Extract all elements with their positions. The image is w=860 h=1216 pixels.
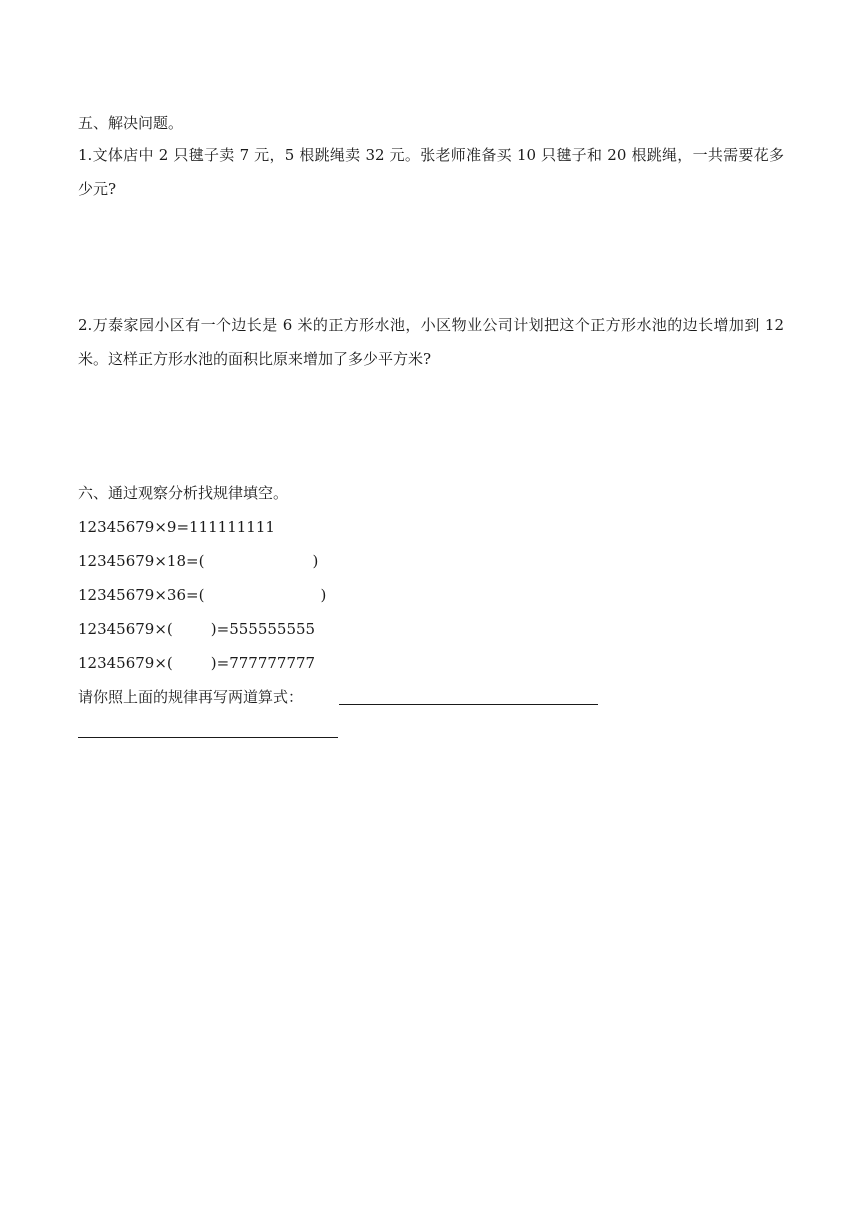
- pattern-line-3-right: ): [320, 586, 327, 604]
- section5-title: 五、解决问题。: [78, 114, 184, 132]
- pattern-line-2-left: 12345679×18=(: [78, 552, 205, 570]
- pattern-line-5-right: )=777777777: [210, 654, 316, 672]
- pattern-line-5-left: 12345679×(: [78, 654, 173, 672]
- pattern-line-2-right: ): [312, 552, 319, 570]
- answer-underline-2[interactable]: [78, 737, 338, 738]
- pattern-line-1: 12345679×9=111111111: [78, 518, 275, 536]
- pattern-line-4: [78, 619, 315, 639]
- write-prompt: 请你照上面的规律再写两道算式：: [78, 688, 304, 706]
- question-2: 2.万泰家园小区有一个边长是 6 米的正方形水池，小区物业公司计划把这个正方形水池的边长增加到 12 米。这样正方形水池的面积比原来增加了多少平方米?: [78, 316, 784, 368]
- pattern-line-3-left: 12345679×36=(: [78, 586, 205, 604]
- pattern-line-4-right: )=555555555: [210, 620, 316, 638]
- pattern-line-3: [78, 585, 326, 605]
- answer-underline-1[interactable]: [339, 704, 598, 705]
- section6-title: 六、通过观察分析找规律填空。: [78, 484, 289, 502]
- pattern-line-5: [78, 653, 315, 673]
- pattern-line-2: [78, 551, 318, 571]
- question-1: 1.文体店中 2 只毽子卖 7 元，5 根跳绳卖 32 元。张老师准备买 10 只毽子和 20 根跳绳，一共需要花多少元?: [78, 146, 784, 198]
- pattern-line-4-left: 12345679×(: [78, 620, 173, 638]
